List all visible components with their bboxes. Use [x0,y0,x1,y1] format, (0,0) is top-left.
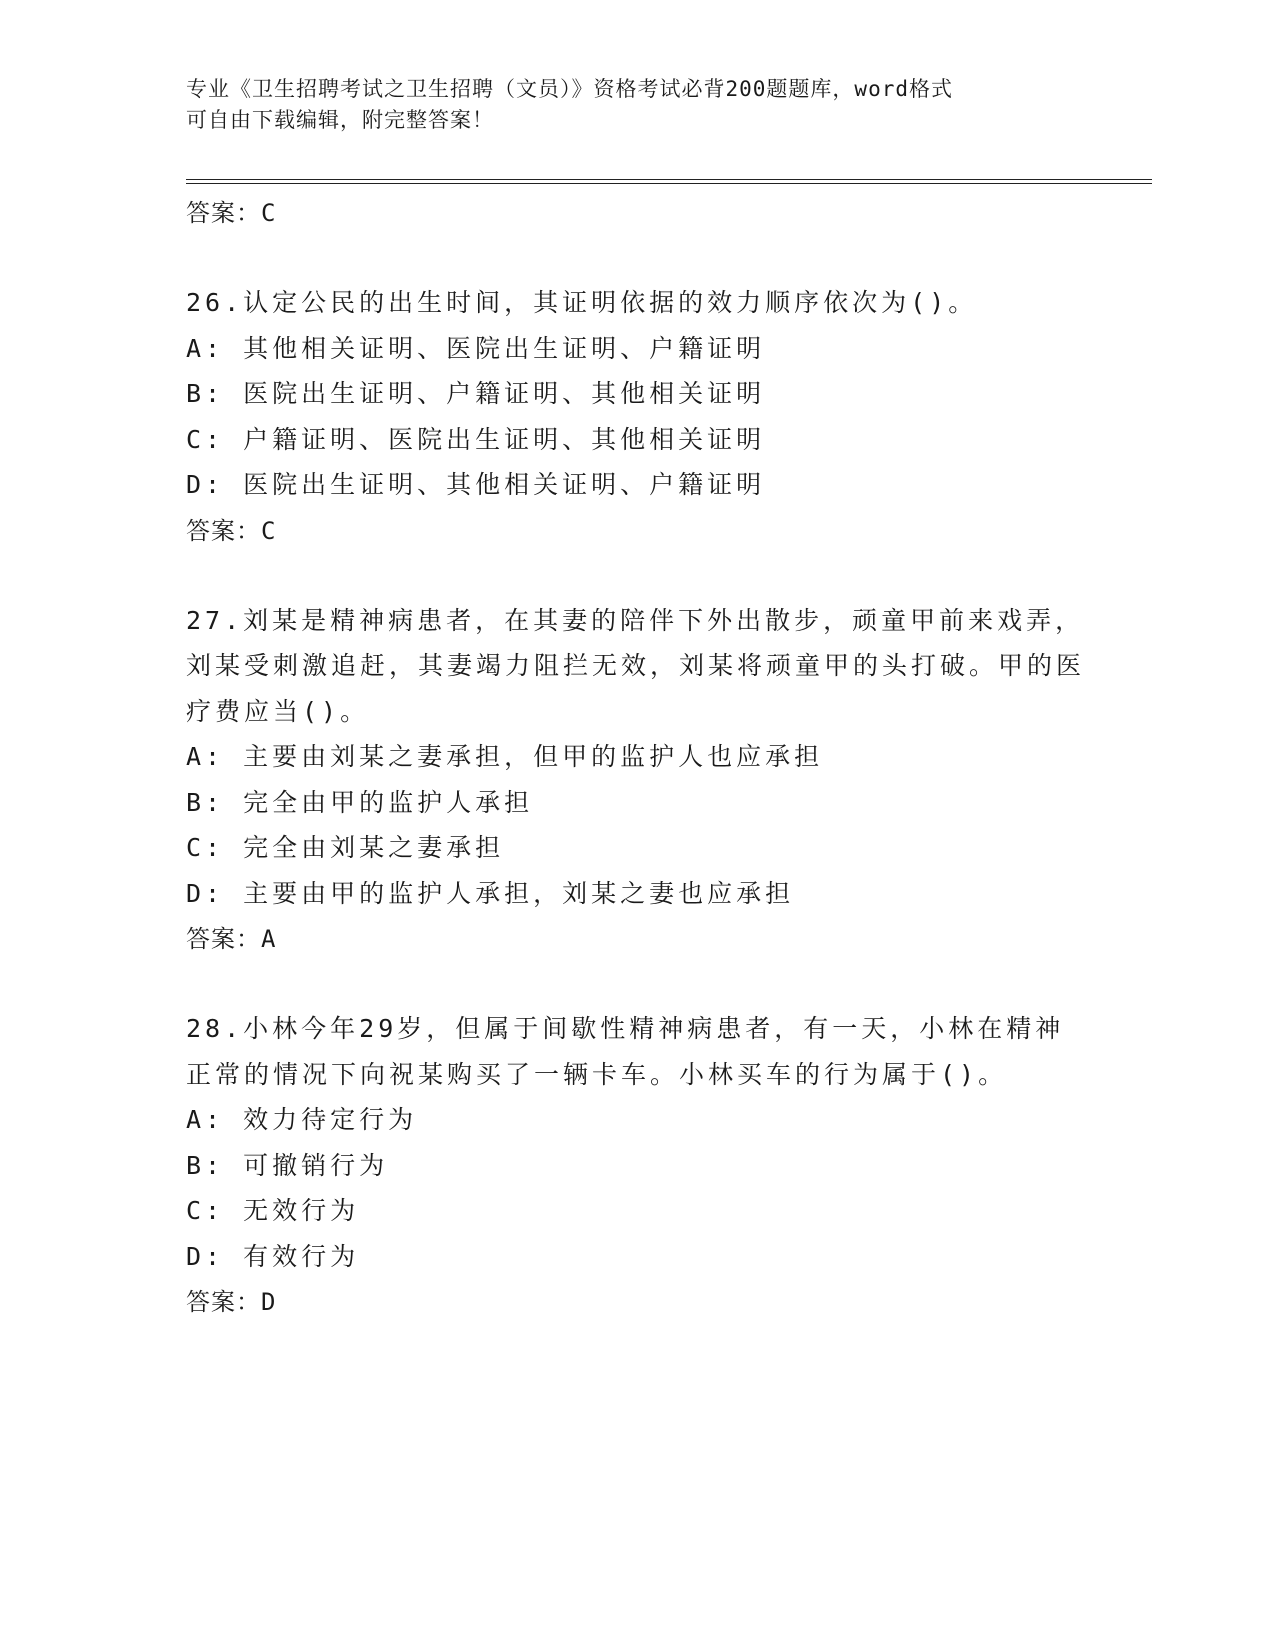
option-d: D: 医院出生证明、其他相关证明、户籍证明 [186,470,766,499]
question-stem: 27.刘某是精神病患者，在其妻的陪伴下外出散步，顽童甲前来戏弄，刘某受刺激追赶，其妻竭力阻拦无效，刘某将顽童甲的头打破。甲的医疗费应当()。 [186,605,1086,726]
option-b: B: 可撤销行为 [186,1150,389,1180]
document-body [186,190,1086,1325]
option-a: A: 其他相关证明、医院出生证明、户籍证明 [186,333,766,363]
question-stem: 26.认定公民的出生时间，其证明依据的效力顺序依次为()。 [186,288,978,317]
option-c: C: 完全由刘某之妻承担 [186,833,505,862]
header-divider-bottom [186,183,1152,184]
header-divider-top [186,179,1152,180]
option-b: B: 医院出生证明、户籍证明、其他相关证明 [186,379,766,408]
option-d: D: 主要由甲的监护人承担，刘某之妻也应承担 [186,878,795,908]
answer-label: 答案： [186,1288,261,1316]
option-c: C: 无效行为 [186,1196,360,1225]
answer-value: A [261,925,277,953]
answer-label: 答案： [186,925,261,953]
header-line-1: 专业《卫生招聘考试之卫生招聘（文员）》资格考试必背200题题库，word格式 [186,77,953,101]
answer-line [186,190,1086,236]
document-header [186,74,1086,136]
answer-label: 答案： [186,199,261,227]
option-b: B: 完全由甲的监护人承担 [186,787,534,817]
question-block [186,280,1086,554]
answer-line [186,916,1086,962]
option-a: A: 效力待定行为 [186,1105,418,1134]
question-block [186,598,1086,963]
answer-value: C [261,516,277,545]
option-a: A: 主要由刘某之妻承担，但甲的监护人也应承担 [186,742,824,771]
answer-line [186,1279,1086,1325]
header-line-2: 可自由下载编辑，附完整答案！ [186,108,494,132]
answer-value: C [261,199,277,227]
answer-value: D [261,1288,277,1316]
question-block [186,1006,1086,1325]
option-d: D: 有效行为 [186,1241,360,1271]
answer-label: 答案： [186,516,261,545]
question-stem: 28.小林今年29岁，但属于间歇性精神病患者，有一天，小林在精神正常的情况下向祝某购买了一辆卡车。小林买车的行为属于()。 [186,1014,1065,1089]
answer-line [186,508,1086,554]
option-c: C: 户籍证明、医院出生证明、其他相关证明 [186,424,766,454]
